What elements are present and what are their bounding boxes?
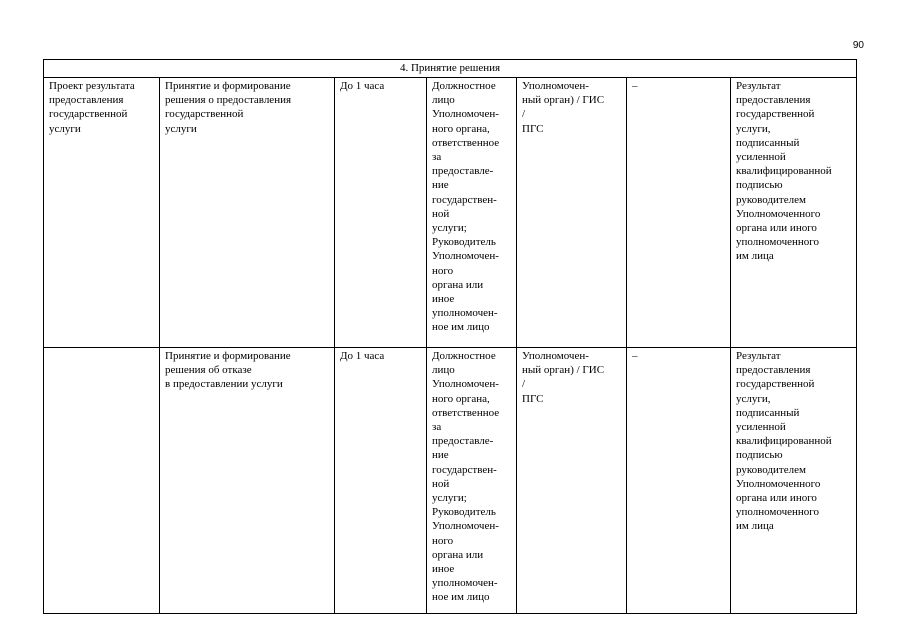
cell-text-line: им лица [736,250,774,263]
cell-text-line: услуги [165,122,197,135]
cell-text-line: подписанный [736,136,800,149]
cell-text-line: предоставления [49,94,124,107]
cell-text-line: Принятие и формирование [165,350,291,362]
cell-text-line: Уполномоченного [736,477,821,490]
cell-text-line: ный орган) / ГИС [522,94,605,107]
cell-document-base [44,78,160,348]
cell-text-line: решения о предоставления [165,94,292,107]
cell-text-line: ное им лицо [432,321,490,334]
cell-text-line: Уполномочен- [432,378,499,391]
cell-text-line: Результат [736,350,781,362]
cell-result [731,78,857,348]
cell-text-line: Принятие и формирование [165,80,291,92]
cell-text-line: ние [432,449,449,462]
cell-text-line: услуги [49,122,81,135]
cell-text-line: ПГС [522,392,544,405]
cell-duration [335,348,427,614]
cell-text-line: Уполномочен- [432,520,499,533]
cell-result [731,348,857,614]
cell-place-of-action [517,78,627,348]
cell-text-line: руководителем [736,193,806,206]
cell-text-line: решения об отказе [165,364,252,377]
cell-text-line: за [432,421,442,434]
cell-text-line: лицо [432,364,455,377]
cell-text-line: ного [432,534,454,547]
cell-text-line: иное [432,563,455,576]
cell-text-line: уполномоченного [736,506,820,519]
cell-text-line: лицо [432,94,455,107]
cell-text-line: государственной [49,108,128,121]
cell-text-line: в предоставлении услуги [165,378,283,391]
cell-text-line: им лица [736,520,774,533]
cell-text-line: Должностное [432,80,496,92]
cell-text-line: ответственное [432,406,500,419]
cell-text-line: усиленной [736,151,786,164]
cell-text-line: уполномочен- [432,577,498,590]
cell-text-line: ной [432,477,450,490]
cell-text-line: предоставле- [432,165,494,178]
cell-text-line: До 1 часа [340,350,385,362]
cell-action-content [160,348,335,614]
cell-text-line: ное им лицо [432,591,490,604]
cell-text-line: квалифицированной [736,435,832,448]
cell-responsible-official [427,78,517,348]
cell-text-line: / [522,108,526,121]
cell-text-line: иное [432,293,455,306]
cell-text-line: услуги, [736,122,771,135]
cell-text-line: Уполномочен- [522,350,589,362]
cell-text-line: подписью [736,179,783,192]
cell-text-line: услуги; [432,222,467,235]
cell-decision-criteria [627,78,731,348]
cell-place-of-action [517,348,627,614]
cell-text-line: государствен- [432,193,497,206]
cell-text-line: за [432,151,442,164]
cell-text-line: уполномоченного [736,236,820,249]
cell-text-line: Уполномочен- [522,80,589,92]
cell-decision-criteria [627,348,731,614]
cell-text-line: / [522,378,526,391]
section-title: 4. Принятие решения [44,60,857,78]
cell-text-line: ответственное [432,136,500,149]
cell-text-line: предоставления [736,94,811,107]
cell-text-line: Руководитель [432,506,496,519]
cell-text-line: ной [432,207,450,220]
cell-text-line: государственной [165,108,244,121]
procedure-table [43,59,857,614]
cell-text-line: Уполномоченного [736,207,821,220]
cell-action-content [160,78,335,348]
cell-document-base [44,348,160,614]
cell-responsible-official [427,348,517,614]
cell-text-line: услуги, [736,392,771,405]
cell-duration [335,78,427,348]
cell-text-line: ние [432,179,449,192]
cell-text-line: ного [432,264,454,277]
cell-text-line: органа или иного [736,492,817,505]
cell-text-line: подписью [736,449,783,462]
cell-text-line: государственной [736,108,815,121]
cell-text-line: До 1 часа [340,80,385,92]
cell-text-line: руководителем [736,463,806,476]
cell-text-line: государствен- [432,463,497,476]
cell-text-line: – [632,350,638,362]
cell-text-line: ного органа, [432,122,490,135]
cell-text-line: органа или иного [736,222,817,235]
cell-text-line: Уполномочен- [432,250,499,263]
table-row [44,348,857,614]
cell-text-line: государственной [736,378,815,391]
cell-text-line: органа или [432,548,484,561]
cell-text-line: уполномочен- [432,307,498,320]
page-number: 90 [852,40,864,51]
cell-text-line: ПГС [522,122,544,135]
cell-text-line: предоставления [736,364,811,377]
cell-text-line: ный орган) / ГИС [522,364,605,377]
cell-text-line: квалифицированной [736,165,832,178]
cell-text-line: Должностное [432,350,496,362]
section-header-row [44,60,857,78]
cell-text-line: предоставле- [432,435,494,448]
cell-text-line: усиленной [736,421,786,434]
cell-text-line: – [632,80,638,92]
cell-text-line: Уполномочен- [432,108,499,121]
cell-text-line: услуги; [432,492,467,505]
cell-text-line: Проект результата [49,80,135,92]
cell-text-line: ного органа, [432,392,490,405]
cell-text-line: органа или [432,278,484,291]
table-row [44,78,857,348]
cell-text-line: подписанный [736,406,800,419]
cell-text-line: Результат [736,80,781,92]
cell-text-line: Руководитель [432,236,496,249]
